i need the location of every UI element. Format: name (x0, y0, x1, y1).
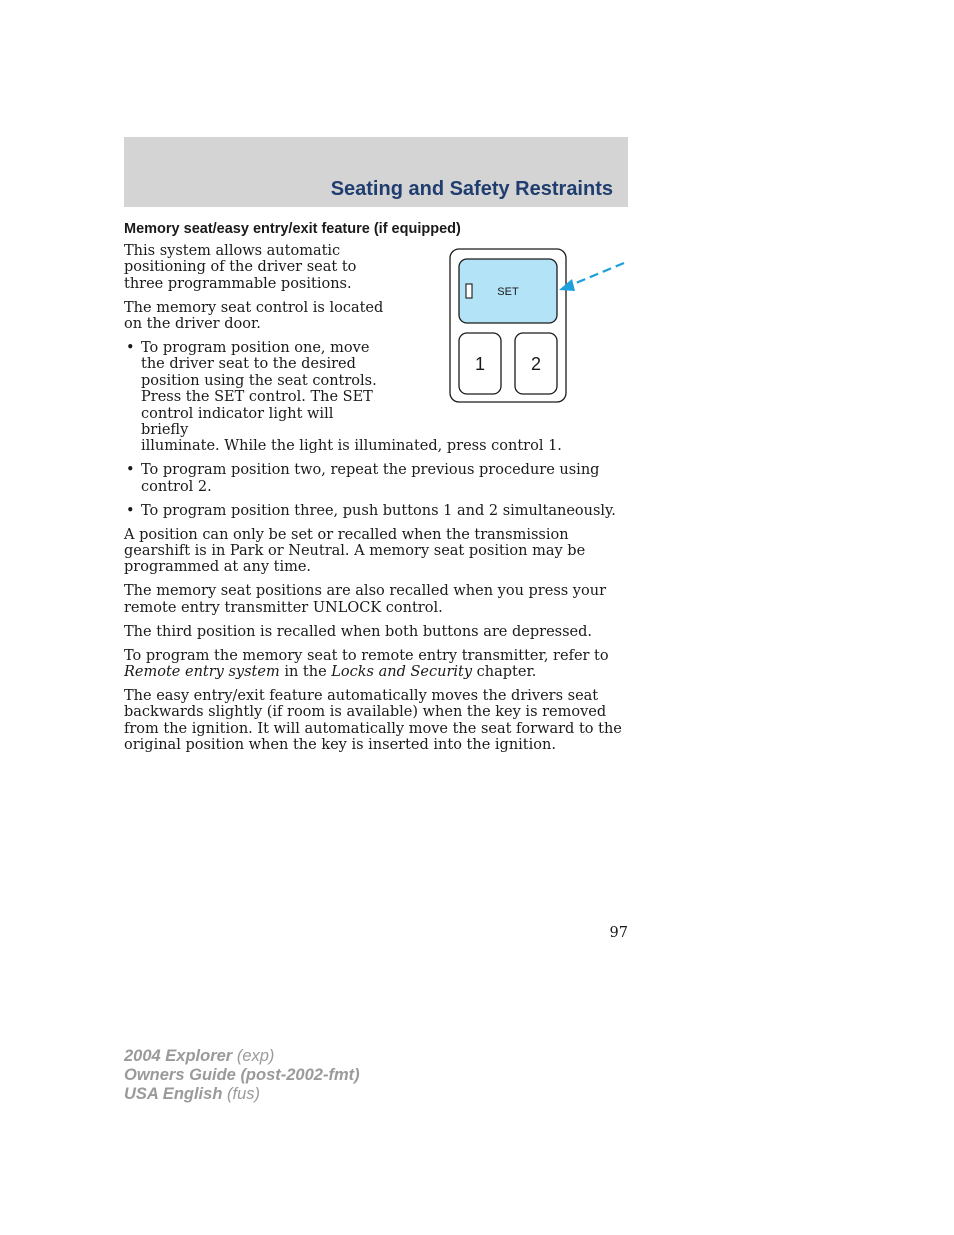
paragraph-easy-entry: The easy entry/exit feature automatically moves the drivers seat backwards slightly (if room is available) when the key is removed from the ignition. It will automatically move the seat forward to the original position when the key is inserted into the ignition. (124, 687, 622, 754)
remote-program-text-end: chapter. (476, 663, 537, 680)
footer-language: USA English (124, 1085, 223, 1103)
memory-button-1-label: 1 (474, 354, 486, 374)
footer-language-code: (fus) (227, 1085, 260, 1103)
paragraph-gearshift: A position can only be set or recalled when the transmission gearshift is in Park or Neutral. A memory seat position may be programmed at any time. (124, 526, 586, 576)
remote-program-text-mid: in the (284, 663, 327, 680)
bullet-position-one (124, 340, 628, 455)
bullet-position-one-text-top: • To program position one, move the driver seat to the desired position using the seat controls. Press the SET control. The SET control indicator light will briefly (141, 340, 377, 439)
bullet-position-three: • To program position three, push buttons 1 and 2 simultaneously. (124, 503, 628, 519)
section-heading: Memory seat/easy entry/exit feature (if equipped) (124, 221, 461, 237)
page-title: Seating and Safety Restraints (330, 178, 613, 200)
footer-guide: Owners Guide (post-2002-fmt) (124, 1066, 360, 1084)
reference-locks-and-security: Locks and Security (331, 663, 473, 680)
paragraph-remote-recall: The memory seat positions are also recalled when you press your remote entry transmitter UNLOCK control. (124, 583, 606, 616)
footer-document-info (124, 1047, 360, 1104)
footer-model-code: (exp) (236, 1047, 275, 1065)
bullet-position-two: • To program position two, repeat the previous procedure using control 2. (124, 462, 628, 495)
paragraph-third-position: The third position is recalled when both buttons are depressed. (124, 623, 593, 640)
header-band (124, 137, 628, 207)
memory-button-2-label: 2 (530, 354, 542, 374)
footer-model: 2004 Explorer (124, 1047, 233, 1065)
body-text (124, 243, 628, 761)
set-button-label: SET (497, 286, 519, 298)
footer-line-1 (124, 1047, 360, 1066)
page-number: 97 (609, 925, 628, 941)
remote-program-text: To program the memory seat to remote entry transmitter, refer to (124, 647, 609, 664)
paragraph-location: The memory seat control is located on the driver door. (124, 299, 384, 333)
reference-remote-entry-system: Remote entry system (124, 663, 280, 680)
bullet-position-one-text-bottom: illuminate. While the light is illuminated, press control 1. (141, 438, 562, 455)
paragraph-intro: This system allows automatic positioning of the driver seat to three programmable positions. (124, 243, 357, 292)
footer-line-3 (124, 1085, 360, 1104)
paragraph-remote-program (124, 648, 628, 681)
footer-line-2 (124, 1066, 360, 1085)
